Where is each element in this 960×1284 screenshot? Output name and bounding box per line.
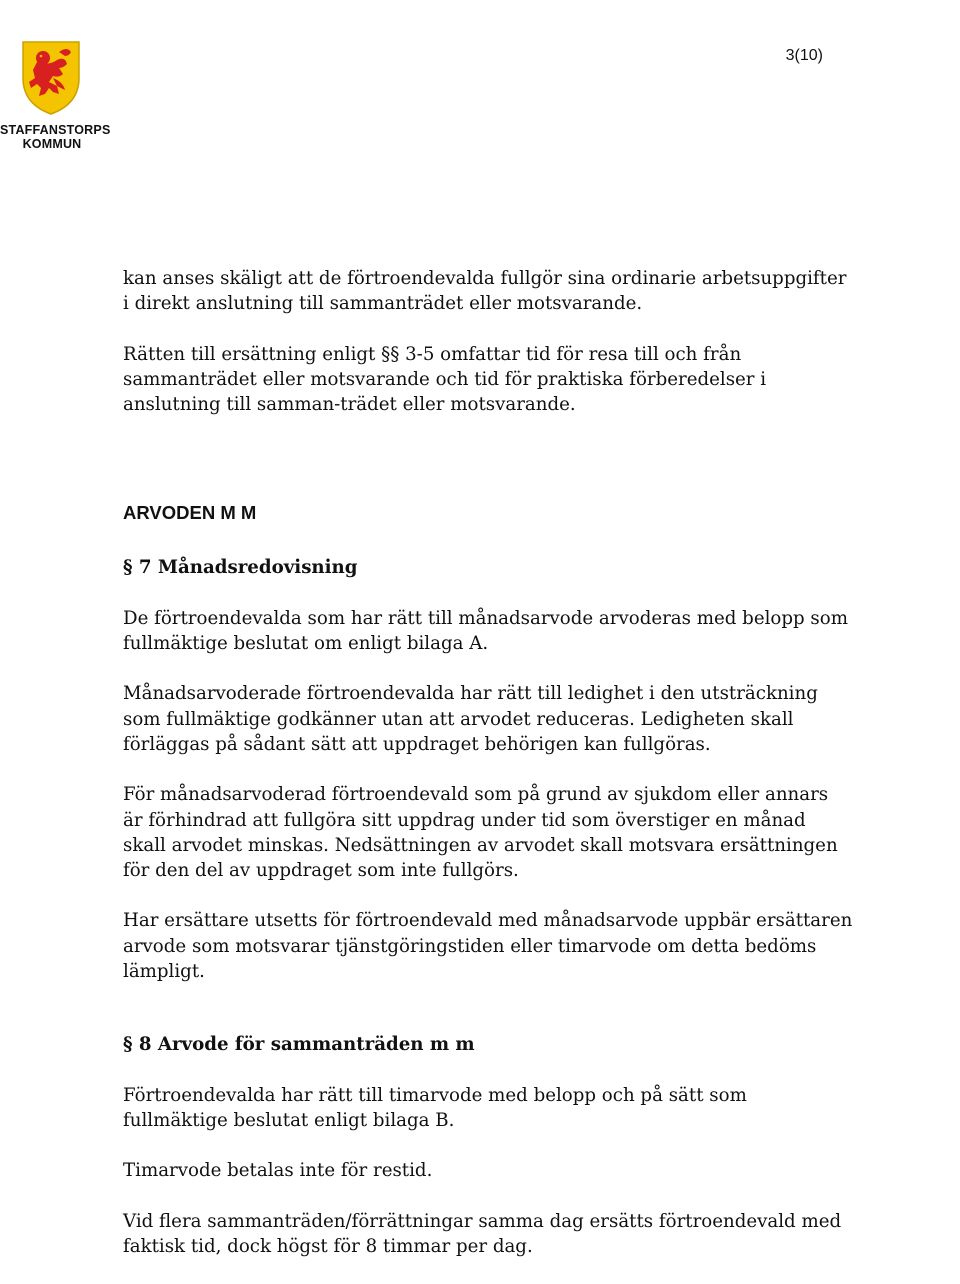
paragraph: Förtroendevalda har rätt till timarvode med belopp och på sätt som fullmäktige beslutat enligt bilaga B.	[123, 1084, 747, 1131]
paragraph: kan anses skäligt att de förtroendevalda fullgör sina ordinarie arbetsuppgifter i direkt anslutning till sammanträdet eller motsvarande.	[123, 268, 847, 315]
section-8-title: § 8 Arvode för sammanträden m m	[123, 1034, 475, 1056]
paragraph: Har ersättare utsetts för förtroendevald med månadsarvode uppbär ersättaren arvode som motsvarar tjänstgöringstiden eller timarvode om detta bedöms lämpligt.	[123, 910, 853, 983]
paragraph: Vid flera sammanträden/förrättningar samma dag ersätts förtroendevald med faktisk tid, dock högst för 8 timmar per dag.	[123, 1210, 842, 1257]
paragraph: Timarvode betalas inte för restid.	[123, 1160, 433, 1182]
paragraph: De förtroendevalda som har rätt till månadsarvode arvoderas med belopp som fullmäktige beslutat om enligt bilaga A.	[123, 607, 848, 655]
logo-text	[0, 123, 111, 151]
paragraph: Rätten till ersättning enligt §§ 3-5 omfattar tid för resa till och från sammanträdet eller motsvarande och tid för praktiska förberedelser i anslutning till samman-trädet eller motsvarande.	[123, 343, 767, 416]
logo-text-line2: KOMMUN	[22, 137, 82, 151]
municipality-logo	[0, 38, 111, 154]
coat-of-arms-icon	[19, 38, 83, 116]
paragraph: För månadsarvoderad förtroendevald som på grund av sjukdom eller annars är förhindrad att fullgöra sitt uppdrag under tid som överstiger en månad skall arvodet minskas. Nedsättningen av arvodet skall motsvara ersättningen för den del av uppdraget som inte fullgörs.	[123, 784, 838, 882]
section-7-title: § 7 Månadsredovisning	[123, 557, 358, 579]
document-body	[123, 266, 853, 1284]
paragraph: Månadsarvoderade förtroendevalda har rätt till ledighet i den utsträckning som fullmäktige godkänner utan att arvodet reduceras. Ledigheten skall förläggas på sådant sätt att uppdraget behörigen kan fullgöras.	[123, 683, 818, 755]
page-number: 3(10)	[785, 47, 823, 64]
section-heading: ARVODEN M M	[123, 502, 257, 524]
logo-text-line1: STAFFANSTORPS	[0, 123, 111, 137]
